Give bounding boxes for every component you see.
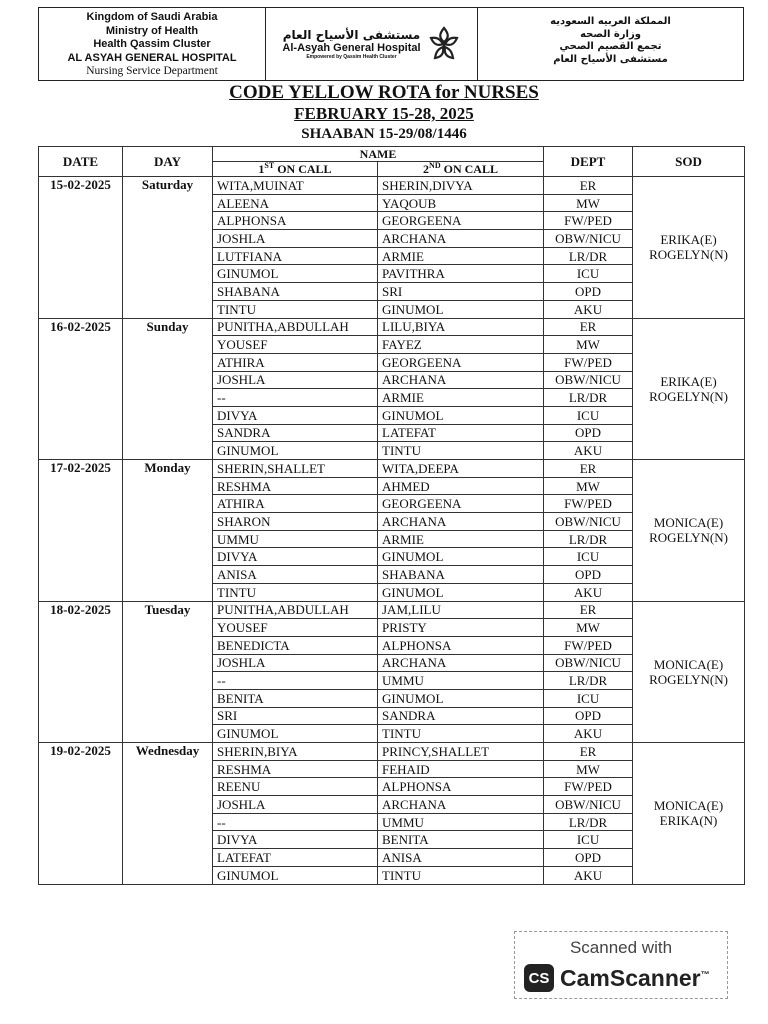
dept-cell: OBW/NICU <box>544 513 633 531</box>
column-header-date: DATE <box>39 147 123 177</box>
dept-cell: LR/DR <box>544 813 633 831</box>
second-on-call-cell: FEHAID <box>378 760 544 778</box>
column-header-day: DAY <box>123 147 213 177</box>
dept-cell: FW/PED <box>544 636 633 654</box>
dept-cell: OBW/NICU <box>544 654 633 672</box>
second-on-call-cell: GINUMOL <box>378 583 544 601</box>
second-on-call-cell: AHMED <box>378 477 544 495</box>
second-on-call-cell: SHERIN,DIVYA <box>378 177 544 195</box>
dept-cell: OBW/NICU <box>544 796 633 814</box>
date-cell: 19-02-2025 <box>39 743 123 885</box>
first-on-call-cell: YOUSEF <box>213 336 378 354</box>
first-on-call-cell: RESHMA <box>213 477 378 495</box>
dept-cell: FW/PED <box>544 353 633 371</box>
dept-cell: OPD <box>544 424 633 442</box>
first-on-call-cell: BENITA <box>213 689 378 707</box>
day-cell: Wednesday <box>123 743 213 885</box>
second-on-call-cell: UMMU <box>378 672 544 690</box>
first-on-call-cell: JOSHLA <box>213 371 378 389</box>
second-on-call-cell: FAYEZ <box>378 336 544 354</box>
second-on-call-cell: SANDRA <box>378 707 544 725</box>
second-on-call-cell: LILU,BIYA <box>378 318 544 336</box>
second-on-call-cell: TINTU <box>378 866 544 884</box>
sod-cell <box>633 177 745 319</box>
second-on-call-cell: SHABANA <box>378 566 544 584</box>
sod-cell <box>633 743 745 885</box>
dept-cell: AKU <box>544 300 633 318</box>
second-on-call-cell: BENITA <box>378 831 544 849</box>
first-on-call-cell: TINTU <box>213 583 378 601</box>
second-on-call-cell: PAVITHRA <box>378 265 544 283</box>
watermark-text: Scanned with <box>569 938 673 957</box>
second-on-call-cell: WITA,DEEPA <box>378 460 544 478</box>
document-header <box>38 7 744 81</box>
day-cell: Saturday <box>123 177 213 319</box>
sod-name: ERIKA(N) <box>659 813 718 829</box>
department-name: Nursing Service Department <box>86 65 218 77</box>
second-on-call-cell: ANISA <box>378 849 544 867</box>
table-row <box>39 743 745 761</box>
column-header-first-on-call: 1ST ON CALL <box>213 162 378 177</box>
first-on-call-cell: LATEFAT <box>213 849 378 867</box>
table-row <box>39 177 745 195</box>
second-on-call-cell: SRI <box>378 283 544 301</box>
watermark-brand: CamScanner™ <box>560 964 710 991</box>
first-on-call-cell: DIVYA <box>213 831 378 849</box>
date-cell: 16-02-2025 <box>39 318 123 460</box>
first-on-call-cell: GINUMOL <box>213 265 378 283</box>
header-line: تجمع القصيم الصحي <box>559 41 662 52</box>
first-on-call-cell: DIVYA <box>213 406 378 424</box>
first-on-call-cell: WITA,MUINAT <box>213 177 378 195</box>
dept-cell: FW/PED <box>544 212 633 230</box>
date-range: FEBRUARY 15-28, 2025 <box>294 104 474 123</box>
first-on-call-cell: -- <box>213 813 378 831</box>
first-on-call-cell: TINTU <box>213 300 378 318</box>
second-on-call-cell: ARCHANA <box>378 513 544 531</box>
column-header-dept: DEPT <box>544 147 633 177</box>
dept-cell: ER <box>544 601 633 619</box>
camscanner-logo-icon: CS <box>524 964 554 992</box>
header-left-english <box>39 8 266 80</box>
header-line: Ministry of Health <box>105 24 199 37</box>
date-cell: 15-02-2025 <box>39 177 123 319</box>
first-on-call-cell: YOUSEF <box>213 619 378 637</box>
date-cell: 17-02-2025 <box>39 460 123 602</box>
dept-cell: OPD <box>544 849 633 867</box>
dept-cell: ICU <box>544 265 633 283</box>
first-on-call-cell: SHARON <box>213 513 378 531</box>
dept-cell: ICU <box>544 831 633 849</box>
second-on-call-cell: TINTU <box>378 725 544 743</box>
rota-table <box>38 146 745 885</box>
first-on-call-cell: GINUMOL <box>213 442 378 460</box>
second-on-call-cell: ARMIE <box>378 530 544 548</box>
dept-cell: ER <box>544 743 633 761</box>
date-cell: 18-02-2025 <box>39 601 123 743</box>
column-header-second-on-call: 2ND ON CALL <box>378 162 544 177</box>
dept-cell: AKU <box>544 725 633 743</box>
first-on-call-cell: DIVYA <box>213 548 378 566</box>
dept-cell: LR/DR <box>544 389 633 407</box>
sod-name: ROGELYN(N) <box>649 247 728 263</box>
day-cell: Tuesday <box>123 601 213 743</box>
table-row <box>39 601 745 619</box>
sod-name: MONICA(E) <box>653 798 724 814</box>
sod-name: MONICA(E) <box>653 656 724 672</box>
sod-name: ROGELYN(N) <box>649 671 728 687</box>
first-on-call-cell: ANISA <box>213 566 378 584</box>
hospital-logo <box>266 8 478 80</box>
second-on-call-cell: ARMIE <box>378 389 544 407</box>
dept-cell: LR/DR <box>544 672 633 690</box>
dept-cell: MW <box>544 760 633 778</box>
second-on-call-cell: GINUMOL <box>378 548 544 566</box>
dept-cell: ER <box>544 177 633 195</box>
first-on-call-cell: PUNITHA,ABDULLAH <box>213 601 378 619</box>
dept-cell: MW <box>544 619 633 637</box>
second-on-call-cell: JAM,LILU <box>378 601 544 619</box>
day-cell: Sunday <box>123 318 213 460</box>
dept-cell: MW <box>544 194 633 212</box>
first-on-call-cell: GINUMOL <box>213 866 378 884</box>
dept-cell: MW <box>544 336 633 354</box>
day-cell: Monday <box>123 460 213 602</box>
sod-cell <box>633 601 745 743</box>
second-on-call-cell: GINUMOL <box>378 689 544 707</box>
header-line: AL ASYAH GENERAL HOSPITAL <box>67 51 237 64</box>
first-on-call-cell: PUNITHA,ABDULLAH <box>213 318 378 336</box>
second-on-call-cell: GEORGEENA <box>378 495 544 513</box>
first-on-call-cell: SRI <box>213 707 378 725</box>
rota-body <box>39 177 745 885</box>
first-on-call-cell: ALPHONSA <box>213 212 378 230</box>
second-on-call-cell: GINUMOL <box>378 406 544 424</box>
dept-cell: FW/PED <box>544 778 633 796</box>
dept-cell: AKU <box>544 442 633 460</box>
sod-cell <box>633 318 745 460</box>
first-on-call-cell: RESHMA <box>213 760 378 778</box>
second-on-call-cell: GEORGEENA <box>378 212 544 230</box>
first-on-call-cell: LUTFIANA <box>213 247 378 265</box>
second-on-call-cell: YAQOUB <box>378 194 544 212</box>
second-on-call-cell: ARCHANA <box>378 371 544 389</box>
table-row <box>39 460 745 478</box>
first-on-call-cell: SHABANA <box>213 283 378 301</box>
dept-cell: LR/DR <box>544 530 633 548</box>
dept-cell: ER <box>544 460 633 478</box>
first-on-call-cell: JOSHLA <box>213 654 378 672</box>
first-on-call-cell: JOSHLA <box>213 230 378 248</box>
column-header-sod: SOD <box>633 147 745 177</box>
second-on-call-cell: ARCHANA <box>378 796 544 814</box>
header-line: وزارة الصحه <box>580 28 641 40</box>
dept-cell: AKU <box>544 866 633 884</box>
hijri-date: SHAABAN 15-29/08/1446 <box>301 126 467 142</box>
dept-cell: OPD <box>544 707 633 725</box>
header-line: المملكة العربيه السعوديه <box>550 16 671 27</box>
column-header-name: NAME <box>213 147 544 162</box>
header-right-arabic <box>478 8 743 80</box>
dept-cell: OPD <box>544 283 633 301</box>
header-line: Health Qassim Cluster <box>93 38 211 50</box>
first-on-call-cell: -- <box>213 389 378 407</box>
header-line: مستشفى الأسياح العام <box>553 53 668 65</box>
camscanner-watermark <box>514 931 728 999</box>
second-on-call-cell: PRISTY <box>378 619 544 637</box>
first-on-call-cell: SHERIN,BIYA <box>213 743 378 761</box>
second-on-call-cell: GEORGEENA <box>378 353 544 371</box>
second-on-call-cell: ARMIE <box>378 247 544 265</box>
first-on-call-cell: UMMU <box>213 530 378 548</box>
page-title: CODE YELLOW ROTA for NURSES <box>229 82 539 103</box>
dept-cell: FW/PED <box>544 495 633 513</box>
dept-cell: OBW/NICU <box>544 371 633 389</box>
flower-logo-icon <box>427 24 461 64</box>
dept-cell: ICU <box>544 689 633 707</box>
sod-name: ERIKA(E) <box>660 232 717 248</box>
logo-subtext: Empowered by Qassim Health Cluster <box>306 54 397 60</box>
first-on-call-cell: -- <box>213 672 378 690</box>
logo-arabic-text: مستشفى الأسياح العام <box>282 28 421 42</box>
second-on-call-cell: ARCHANA <box>378 230 544 248</box>
second-on-call-cell: PRINCY,SHALLET <box>378 743 544 761</box>
sod-name: ROGELYN(N) <box>649 530 728 546</box>
first-on-call-cell: SHERIN,SHALLET <box>213 460 378 478</box>
sod-name: ERIKA(E) <box>660 373 717 389</box>
header-line: Kingdom of Saudi Arabia <box>86 11 218 23</box>
first-on-call-cell: SANDRA <box>213 424 378 442</box>
dept-cell: LR/DR <box>544 247 633 265</box>
second-on-call-cell: GINUMOL <box>378 300 544 318</box>
dept-cell: ICU <box>544 406 633 424</box>
first-on-call-cell: BENEDICTA <box>213 636 378 654</box>
dept-cell: AKU <box>544 583 633 601</box>
sod-name: ROGELYN(N) <box>649 388 728 404</box>
dept-cell: OPD <box>544 566 633 584</box>
first-on-call-cell: GINUMOL <box>213 725 378 743</box>
second-on-call-cell: LATEFAT <box>378 424 544 442</box>
table-row <box>39 318 745 336</box>
dept-cell: ICU <box>544 548 633 566</box>
first-on-call-cell: ALEENA <box>213 194 378 212</box>
second-on-call-cell: ARCHANA <box>378 654 544 672</box>
dept-cell: OBW/NICU <box>544 230 633 248</box>
first-on-call-cell: JOSHLA <box>213 796 378 814</box>
dept-cell: ER <box>544 318 633 336</box>
sod-name: MONICA(E) <box>653 515 724 531</box>
second-on-call-cell: ALPHONSA <box>378 778 544 796</box>
first-on-call-cell: REENU <box>213 778 378 796</box>
second-on-call-cell: UMMU <box>378 813 544 831</box>
first-on-call-cell: ATHIRA <box>213 353 378 371</box>
dept-cell: MW <box>544 477 633 495</box>
logo-english-text: Al-Asyah General Hospital <box>282 42 421 54</box>
sod-cell <box>633 460 745 602</box>
second-on-call-cell: TINTU <box>378 442 544 460</box>
second-on-call-cell: ALPHONSA <box>378 636 544 654</box>
first-on-call-cell: ATHIRA <box>213 495 378 513</box>
